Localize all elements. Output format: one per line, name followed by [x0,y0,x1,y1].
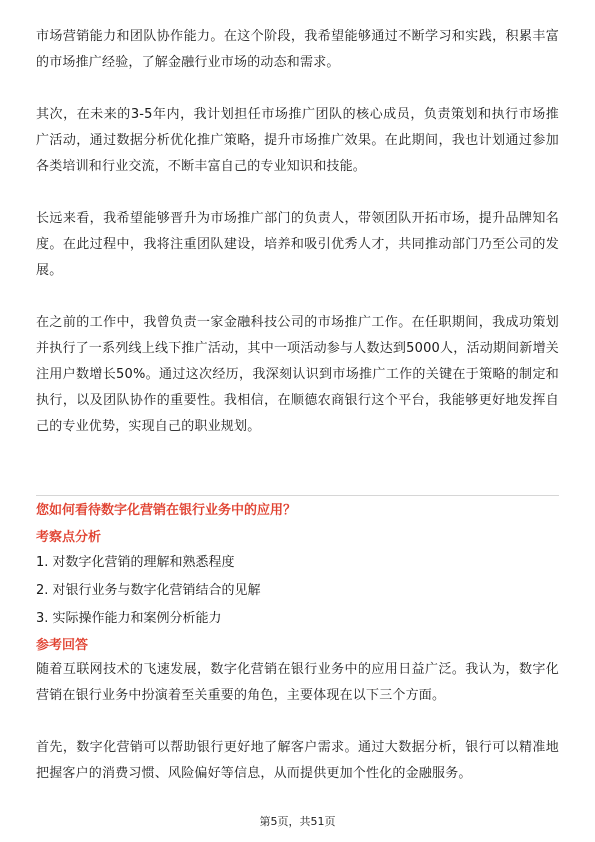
intro-section [36,24,559,440]
intro-paragraph: 在之前的工作中，我曾负责一家金融科技公司的市场推广工作。在任职期间，我成功策划并执行了一系列线上线下推广活动，其中一项活动参与人数达到5000人，活动期间新增关注用户数增长50%。通过这次经历，我深刻认识到市场推广工作的关键在于策略的制定和执行，以及团队协作的重要性。我相信，在顺德农商银行这个平台，我能够更好地发挥自己的专业优势，实现自己的职业规划。 [36,315,559,434]
section-divider [36,495,559,496]
question-heading: 您如何看待数字化营销在银行业务中的应用？ [36,503,297,518]
analysis-title: 考察点分析 [36,530,102,545]
paragraph-gap [36,284,559,310]
intro-paragraph: 其次，在未来的3-5年内，我计划担任市场推广团队的核心成员，负责策划和执行市场推广活动，通过数据分析优化推广策略，提升市场推广效果。在此期间，我也计划通过参加各类培训和行业交流，不断丰富自己的专业知识和技能。 [36,107,559,174]
answer-paragraph: 随着互联网技术的飞速发展，数字化营销在银行业务中的应用日益广泛。我认为，数字化营销在银行业务中扮演着至关重要的角色，主要体现在以下三个方面。 [36,662,559,703]
qa-section [36,527,559,787]
paragraph-gap [36,180,559,206]
paragraph-gap [36,76,559,102]
analysis-item: 3. 实际操作能力和案例分析能力 [36,611,222,626]
answer-paragraph: 首先，数字化营销可以帮助银行更好地了解客户需求。通过大数据分析，银行可以精准地把握客户的消费习惯、风险偏好等信息，从而提供更加个性化的金融服务。 [36,740,559,781]
intro-paragraph: 市场营销能力和团队协作能力。在这个阶段，我希望能够通过不断学习和实践，积累丰富的市场推广经验，了解金融行业市场的动态和需求。 [36,29,559,70]
page-number: 第5页，共51页 [259,815,336,828]
analysis-list [36,549,559,633]
analysis-item: 1. 对数字化营销的理解和熟悉程度 [36,555,235,570]
answer-title: 参考回答 [36,638,89,653]
analysis-item: 2. 对银行业务与数字化营销结合的见解 [36,583,261,598]
intro-paragraph: 长远来看，我希望能够晋升为市场推广部门的负责人，带领团队开拓市场，提升品牌知名度。在此过程中，我将注重团队建设，培养和吸引优秀人才，共同推动部门乃至公司的发展。 [36,211,559,278]
paragraph-gap [36,709,559,735]
